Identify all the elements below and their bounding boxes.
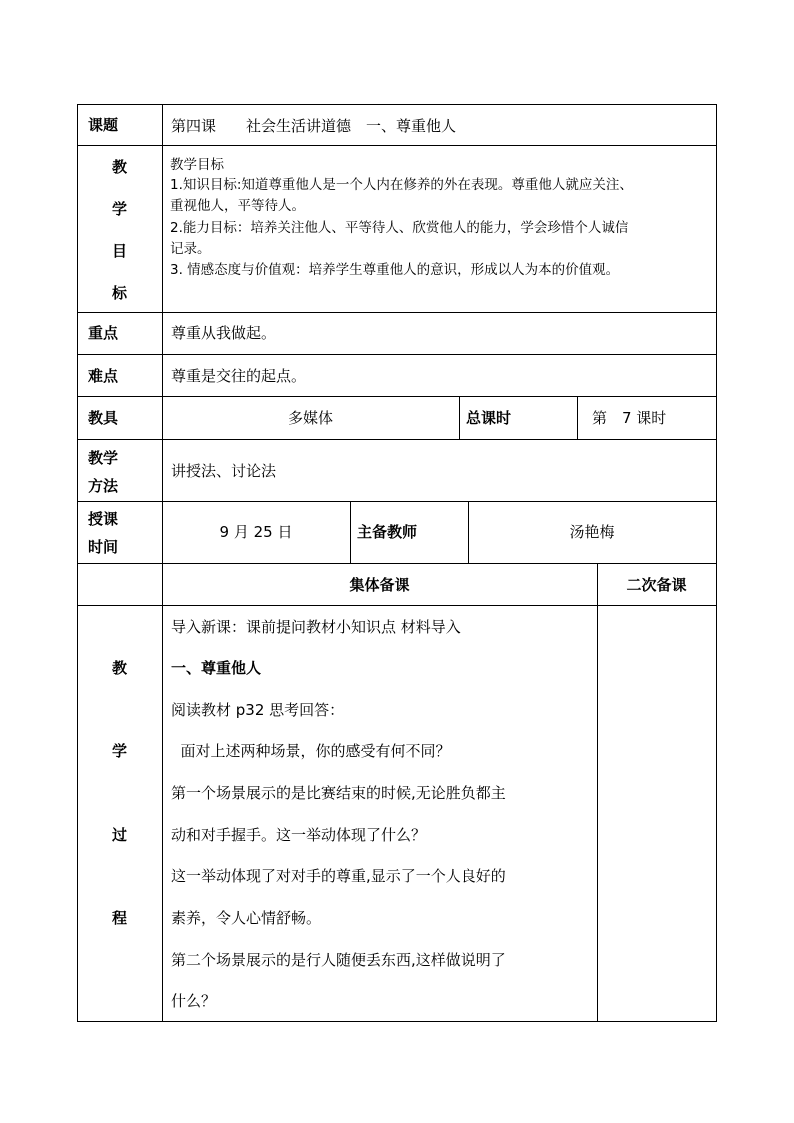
process-line: 面对上述两种场景，你的感受有何不同？	[171, 742, 451, 760]
process-label-char: 教	[111, 659, 127, 677]
difficulty-label: 难点	[88, 367, 119, 385]
process-line: 这一举动体现了对对手的尊重,显示了一个人良好的	[171, 867, 506, 885]
topic-label: 课题	[88, 116, 119, 134]
topic-value: 第四课 社会生活讲道德 一、尊重他人	[171, 117, 457, 135]
objectives-heading: 教学目标	[170, 157, 224, 173]
objectives-line: 1.知识目标:知道尊重他人是一个人内在修养的外在表现。尊重他人就应关注、	[170, 177, 633, 193]
key-point-value: 尊重从我做起。	[171, 324, 277, 342]
col-divider	[597, 563, 598, 1021]
process-line: 第一个场景展示的是比赛结束的时候,无论胜负都主	[171, 784, 506, 802]
label-column-divider	[162, 104, 163, 1022]
lesson-time-label-line2: 时间	[88, 538, 119, 556]
col-divider	[459, 396, 460, 439]
total-hours-label: 总课时	[466, 409, 512, 427]
table-border-top	[77, 104, 717, 105]
process-section-heading: 一、尊重他人	[171, 659, 262, 677]
key-point-label: 重点	[88, 324, 119, 342]
process-line: 素养，令人心情舒畅。	[171, 909, 322, 927]
lead-teacher-value: 汤艳梅	[569, 523, 615, 541]
objectives-line: 重视他人，平等待人。	[170, 198, 305, 214]
collective-prep-header: 集体备课	[349, 576, 410, 594]
process-line: 动和对手握手。这一举动体现了什么？	[171, 826, 427, 844]
difficulty-value: 尊重是交往的起点。	[171, 367, 307, 385]
row-divider	[77, 439, 717, 440]
objectives-label-char: 教	[111, 158, 127, 176]
process-label-char: 过	[111, 826, 127, 844]
col-divider	[350, 501, 351, 563]
method-label-line1: 教学	[88, 449, 119, 467]
lesson-date-value: 9 月 25 日	[219, 523, 293, 541]
objectives-line: 2.能力目标：培养关注他人、平等待人、欣赏他人的能力，学会珍惜个人诚信	[170, 220, 629, 236]
process-line: 导入新课：课前提问教材小知识点 材料导入	[171, 618, 461, 636]
lesson-time-label-line1: 授课	[88, 510, 119, 528]
objectives-label-char: 学	[111, 200, 127, 218]
secondary-prep-header: 二次备课	[626, 576, 687, 594]
table-border-right	[716, 104, 717, 1022]
objectives-line: 记录。	[170, 241, 211, 257]
row-divider	[77, 605, 717, 606]
process-label-char: 程	[111, 909, 127, 927]
method-label-line2: 方法	[88, 477, 119, 495]
col-divider	[577, 396, 578, 439]
table-border-bottom	[77, 1021, 717, 1022]
objectives-label-char: 标	[111, 284, 127, 302]
row-divider	[77, 396, 717, 397]
row-divider	[77, 312, 717, 313]
row-divider	[77, 354, 717, 355]
process-line: 阅读教材 p32 思考回答：	[171, 701, 345, 719]
lead-teacher-label: 主备教师	[357, 523, 418, 541]
process-line: 第二个场景展示的是行人随便丢东西,这样做说明了	[171, 951, 506, 969]
total-hours-value: 第 7 课时	[592, 409, 667, 427]
teaching-aids-label: 教具	[88, 409, 119, 427]
row-divider	[77, 563, 717, 564]
process-label-char: 学	[111, 742, 127, 760]
row-divider	[77, 145, 717, 146]
row-divider	[77, 501, 717, 502]
method-value: 讲授法、讨论法	[171, 462, 277, 480]
objectives-label-char: 目	[111, 242, 127, 260]
teaching-aids-value: 多媒体	[287, 409, 333, 427]
process-line: 什么？	[171, 992, 217, 1010]
objectives-line: 3. 情感态度与价值观：培养学生尊重他人的意识，形成以人为本的价值观。	[170, 262, 620, 278]
